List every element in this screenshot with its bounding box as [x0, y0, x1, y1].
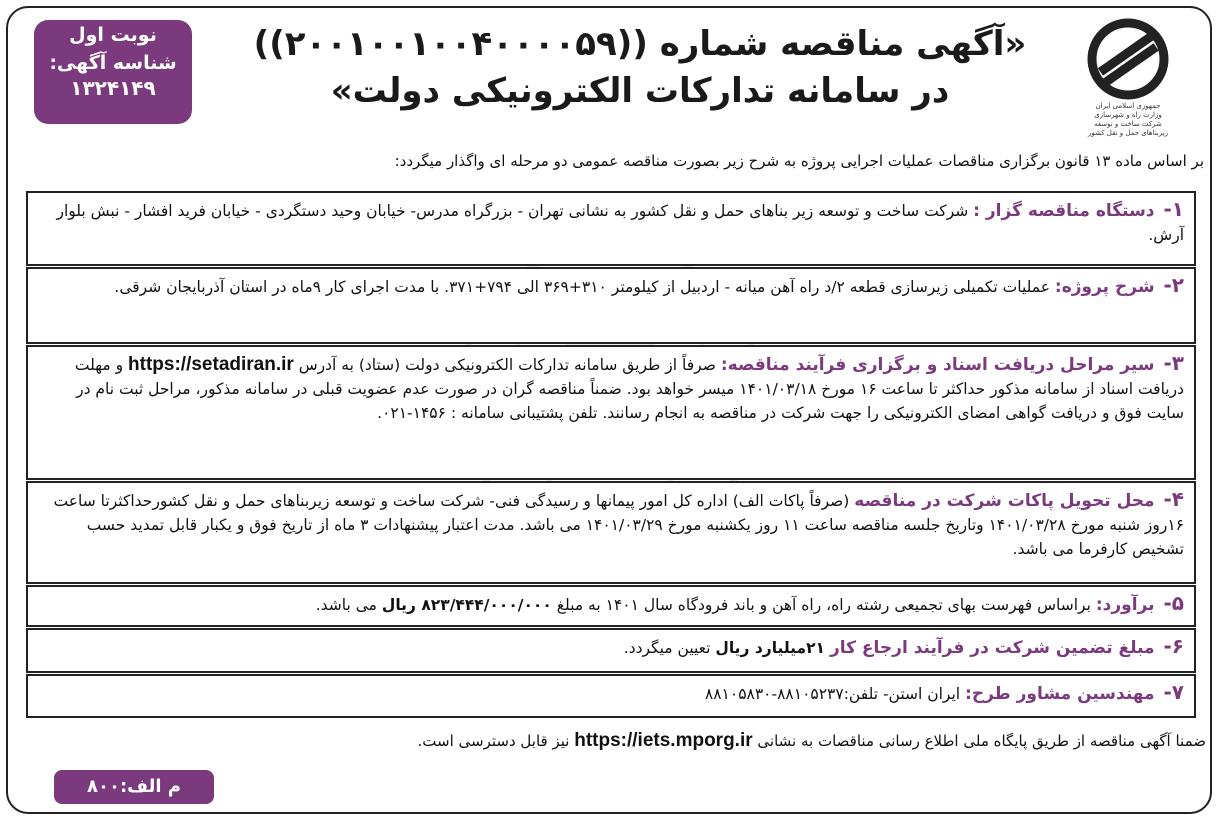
footer-text-b: نیز قابل دسترسی است. [417, 732, 570, 750]
item-estimate [26, 585, 1196, 627]
item-number: ۳- [1163, 351, 1184, 375]
item-heading: دستگاه مناقصه گزار : [973, 201, 1155, 221]
iets-link[interactable]: https://iets.mporg.ir [574, 730, 753, 751]
estimate-amount: ۸۲۳/۴۴۴/۰۰۰/۰۰۰ ریال [381, 596, 552, 614]
logo-org-line1: جمهوری اسلامی ایران [1095, 102, 1161, 110]
item-number: ۱- [1163, 197, 1184, 221]
notice-badge [34, 20, 192, 124]
item-delivery-location [26, 481, 1196, 584]
item-heading: محل تحویل پاکات شرکت در مناقصه [854, 491, 1155, 511]
item-text: شرکت ساخت و توسعه زیر بناهای حمل و نقل کشور به نشانی تهران - بزرگراه مدرس- خیابان وحید دستگردی - خیابان فرید افشار - نبش بلوار آرش. [56, 202, 1184, 244]
item-number: ۴- [1163, 487, 1184, 511]
footer-text-a: ضمنا آگهی مناقصه از طریق پایگاه ملی اطلاع رسانی مناقصات به نشانی [757, 732, 1206, 750]
item-text-b: و مهلت دریافت اسناد از سامانه مذکور حداکثر تا ساعت ۱۶ مورخ ۱۴۰۱/۰۳/۱۸ میسر خواهد بود. ضمناً مناقصه گران در صورت عدم عضویت قبلی در سامانه مذکور، مراحل ثبت نام در سایت فوق و دریافت گواهی امضای الکترونیکی را جهت شرکت در مناقصه به انجام رسانند. تلفن پشتیبانی سامانه : ۱۴۵۶-۰۲۱. [74, 356, 1184, 422]
title-line2: در سامانه تدارکات الکترونیکی دولت» [330, 71, 950, 111]
setadiran-link[interactable]: https://setadiran.ir [128, 354, 294, 375]
item-heading: برآورد: [1095, 595, 1155, 615]
footer-note [170, 730, 1206, 752]
logo-emblem-icon [1080, 18, 1176, 100]
item-number: ۵- [1163, 591, 1184, 615]
reference-code: م الف:۸۰۰ [54, 770, 214, 804]
item-number: ۷- [1163, 680, 1184, 704]
badge-round: نوبت اول [69, 24, 157, 46]
title-line1: «آگهی مناقصه شماره ((۲۰۰۱۰۰۱۰۰۴۰۰۰۰۵۹)) [253, 24, 1027, 64]
item-tender-organizer [26, 191, 1196, 266]
item-text: عملیات تکمیلی زیرسازی قطعه ۲/د راه آهن میانه - اردبیل از کیلومتر ۳۱۰+۳۶۹ الی ۷۹۴+۳۷۱. با مدت اجرای کار ۹ماه در استان آذربایجان شرقی. [114, 278, 1050, 296]
item-heading: مبلغ تضمین شرکت در فرآیند ارجاع کار [829, 638, 1155, 658]
item-guarantee [26, 628, 1196, 673]
item-consultant [26, 674, 1196, 718]
badge-id-value: ۱۳۲۴۱۴۹ [70, 76, 156, 100]
item-heading: مهندسین مشاور طرح: [965, 684, 1155, 704]
item-heading: سیر مراحل دریافت اسناد و برگزاری فرآیند مناقصه: [720, 355, 1155, 375]
logo-org-line3: شرکت ساخت و توسعه زیربناهای حمل و نقل کشور [1087, 120, 1168, 137]
badge-id-label: شناسه آگهی: [49, 52, 177, 74]
item-project-description [26, 267, 1196, 344]
guarantee-amount: ۲۱میلیارد ریال [715, 639, 826, 657]
item-text: تعیین میگردد. [623, 639, 711, 657]
item-document-process [26, 345, 1196, 480]
item-number: ۶- [1163, 634, 1184, 658]
item-number: ۲- [1163, 273, 1184, 297]
organization-logo [1080, 18, 1176, 137]
item-text-a: صرفاً از طریق سامانه تدارکات الکترونیکی دولت (ستاد) به آدرس [298, 356, 716, 374]
item-text-a: براساس فهرست بهای تجمیعی رشته راه، راه آهن و باند فرودگاه سال ۱۴۰۱ به مبلغ [556, 596, 1091, 614]
item-text-b: می باشد. [315, 596, 377, 614]
item-text: (صرفاً پاکات الف) اداره کل امور پیمانها و رسیدگی فنی- شرکت ساخت و توسعه زیربناهای حمل و نقل کشورحداکثرتا ساعت ۱۶روز شنبه مورخ ۱۴۰۱/۰۳/۲۸ وتاریخ جلسه مناقصه ساعت ۱۱ روز یکشنبه مورخ ۱۴۰۱/۰۳/۲۹ می باشد. مدت اعتبار پیشنهادات ۳ ماه از تاریخ فوق و یکبار قابل تمدید حسب تشخیص کارفرما می باشد. [53, 492, 1184, 558]
item-heading: شرح پروژه: [1054, 277, 1155, 297]
logo-org-line2: وزارت راه و شهرسازی [1094, 111, 1162, 119]
item-text: ایران استن- تلفن:۸۸۱۰۵۲۳۷-۸۸۱۰۵۸۳۰ [704, 685, 961, 703]
notice-title [210, 20, 1070, 114]
intro-text: بر اساس ماده ۱۳ قانون برگزاری مناقصات عملیات اجرایی پروژه به شرح زیر بصورت مناقصه عمومی دو مرحله ای واگذار میگردد: [394, 152, 1204, 170]
